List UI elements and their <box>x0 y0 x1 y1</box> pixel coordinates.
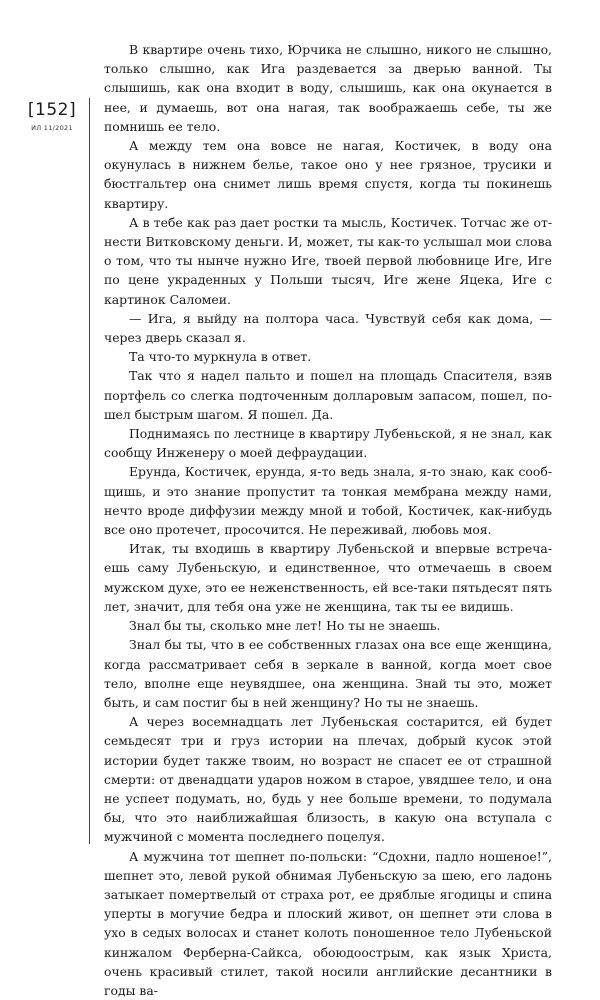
paragraph: Так что я надел пальто и пошел на площадь Спасителя, взяв портфель со слегка подточенным долларовым запасом, пошел, пошел быстрым шагом. Я пошел. Да. <box>104 368 552 422</box>
paragraph: А мужчина тот шепнет по-польски: “Сдохни, падло ношеное!”, шепнет это, левой рукой обнимая Лубеньскую за шею, его ладонь затыкает помертвелый от страха рот, ее дряблые ягодицы и спина уперты в могучие бедра и плоский живот, он шепнет эти слова в ухо в седых волосах и станет колоть поношенное тело Лубеньской кинжалом Ферберна-Сайкса, обоюдоострым, как язык Христа, очень красивый стилет, такой носили английские десантники в годы ва- <box>104 848 552 998</box>
paragraph: Знал бы ты, сколько мне лет! Но ты не знаешь. <box>129 618 441 634</box>
page-number: [152] <box>27 100 77 120</box>
paragraph: Поднимаясь по лестнице в квартиру Лубеньской, я не знал, как сообщу Инженеру о моей дефраудации. <box>104 426 552 461</box>
body-text <box>104 40 552 1000</box>
page-margin <box>24 100 80 132</box>
paragraph: Знал бы ты, что в ее собственных глазах она все еще женщина, когда рассматривает себя в зеркале в ванной, когда моет свое тело, вполне еще неувядшее, она женщина. Знай ты это, может быть, и сам постиг бы в ней женщину? Но ты не знаешь. <box>104 637 552 710</box>
paragraph: — Ига, я выйду на полтора часа. Чувствуй себя как дома, — через дверь сказал я. <box>104 310 552 346</box>
paragraph: Та что-то муркнула в ответ. <box>129 349 312 365</box>
paragraph: В квартире очень тихо, Юрчика не слышно, никого не слышно, только слышно, как Ига раздевается за дверью ванной. Ты слышишь, как она входит в воду, слышишь, как она окунается в нее, и думаешь, вот она нагая, так воображаешь себе, ты же помнишь ее тело. <box>104 42 552 134</box>
paragraph: Ерунда, Костичек, ерунда, я-то ведь знала, я-то знаю, как сообщишь, и это знание пропустит та тонкая мембрана между нами, нечто вроде диффузии между мной и тобой, Костичек, как-нибудь все оно протечет, просочится. Не переживай, любовь моя. <box>104 464 552 538</box>
paragraph: А через восемнадцать лет Лубеньская состарится, ей будет семьдесят три и груз истории на плечах, добрый кусок этой истории будет также твоим, но возраст не спасет ее от страшной смерти: от двенадцати ударов ножом в старое, увядшее тело, и она не успеет подумать, но, будь у нее больше времени, то подумала бы, что это наиближайшая близость, в какую она вступала с мужчиной с момента последнего поцелуя. <box>104 714 552 845</box>
issue-label: ИЛ 11/2021 <box>31 124 73 132</box>
paragraph: А в тебе как раз дает ростки та мысль, Костичек. Тотчас же отнести Витковскому деньги. И, может, ты как-то услышал мои слова о том, что ты нынче нужно Иге, твоей первой любовнице Иге, Иге по цене украденных у Польши тысяч, Иге жене Яцека, Иге с картинок Саломеи. <box>104 214 552 307</box>
paragraph: А между тем она вовсе не нагая, Костичек, в воду она окунулась в нижнем белье, такое оно у нее грязное, трусики и бюстгальтер она снимет лишь время спустя, когда ты покинешь квартиру. <box>104 138 552 211</box>
margin-rule <box>89 98 90 844</box>
paragraph: Итак, ты входишь в квартиру Лубеньской и впервые встречаешь саму Лубеньскую, и единственное, что отмечаешь в своем мужском духе, это ее неженственность, ей все-таки пятьдесят пять лет, значит, для тебя она уже не женщина, так ты ее видишь. <box>104 541 552 614</box>
